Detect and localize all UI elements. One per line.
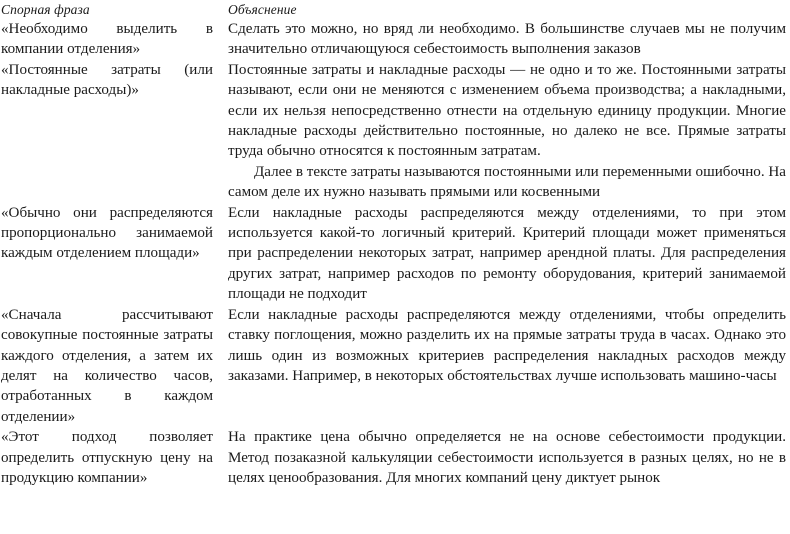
table-row xyxy=(1,427,786,488)
column-gap-cell xyxy=(215,305,228,427)
phrase-paragraph: «Этот подход позволяет определить отпускную цену на продукцию компании» xyxy=(1,429,213,486)
explanation-paragraph: Если накладные расходы распределяются между отделениями, чтобы определить ставку поглощения, можно разделить их на прямые затраты труда в часах. Однако это лишь один из возможных критериев распределения накладных расходов между заказами. Например, в некоторых обстоятельствах лучше использовать машино-часы xyxy=(228,306,786,384)
phrase-cell xyxy=(1,60,215,203)
phrase-cell xyxy=(1,19,215,60)
explanation-paragraph: Постоянные затраты и накладные расходы — не одно и то же. Постоянными затраты называют, если они не меняются с изменением объема производства; а накладными, если их нельзя непосредственно отнести на отдельную единицу продукции. Многие накладные расходы действительно постоянные, но далеко не все. Прямые затраты труда обычно относятся к постоянным затратам. xyxy=(228,61,786,160)
explanation-cell xyxy=(228,60,786,203)
explanation-cell xyxy=(228,203,786,305)
explanation-paragraph: На практике цена обычно определяется не на основе себестоимости продукции. Метод позаказной калькуляции себестоимости используется в разных целях, но не в целях ценообразования. Для многих компаний цену диктует рынок xyxy=(228,429,786,486)
explanation-cell xyxy=(228,305,786,427)
table-row xyxy=(1,60,786,203)
phrase-paragraph: «Необходимо выделить в компании отделения» xyxy=(1,21,213,58)
column-gap-cell xyxy=(215,427,228,488)
explanation-cell xyxy=(228,427,786,488)
phrase-cell xyxy=(1,305,215,427)
phrase-paragraph: «Обычно они распределяются пропорционально занимаемой каждым отделением площади» xyxy=(1,204,213,262)
table-row xyxy=(1,305,786,427)
column-gap-cell xyxy=(215,19,228,60)
explanation-paragraph: Сделать это можно, но вряд ли необходимо. В большинстве случаев мы не получим значительно отличающуюся себестоимость выполнения заказов xyxy=(228,21,786,58)
table-body xyxy=(1,19,786,488)
column-gap-cell xyxy=(215,60,228,203)
phrase-cell xyxy=(1,427,215,488)
table-row xyxy=(1,203,786,305)
phrase-cell xyxy=(1,203,215,305)
phrase-paragraph: «Постоянные затраты (или накладные расходы)» xyxy=(1,61,213,99)
table-header-row xyxy=(1,0,786,19)
table-row xyxy=(1,19,786,60)
column-gap-cell xyxy=(215,203,228,305)
column-gap xyxy=(215,0,228,19)
explanation-cell xyxy=(228,19,786,60)
comparison-table xyxy=(1,0,786,488)
explanation-paragraph: Далее в тексте затраты называются постоянными или переменными ошибочно. На самом деле их нужно называть прямыми или косвенными xyxy=(228,163,786,201)
explanation-paragraph: Если накладные расходы распределяются между отделениями, то при этом используется какой-то логичный критерий. Критерий площади может применяться при распределении некоторых затрат, например арендной платы. Для распределения других затрат, например расходов по ремонту оборудования, критерий занимаемой площади не подходит xyxy=(228,204,786,303)
table-header xyxy=(1,0,786,19)
phrase-paragraph: «Сначала рассчитывают совокупные постоянные затраты каждого отделения, а затем их делят на количество часов, отработанных в каждом отделении» xyxy=(1,306,213,425)
column-header-explanation: Объяснение xyxy=(228,2,297,17)
column-header-phrase: Спорная фраза xyxy=(1,2,90,17)
